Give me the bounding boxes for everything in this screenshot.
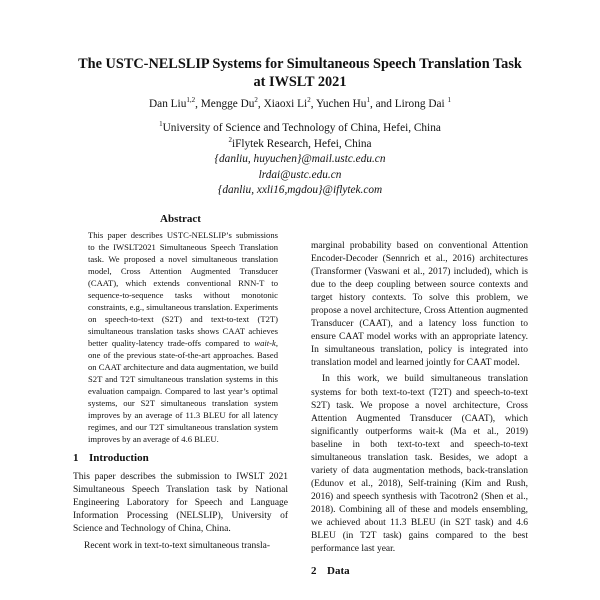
paper-title-line-2: at IWSLT 2021 (253, 74, 347, 90)
author-affil-marker: 1,2 (186, 96, 196, 105)
affiliation-1 (40, 121, 560, 137)
right-column (311, 240, 528, 584)
author-name: Lirong Dai (394, 98, 445, 110)
abstract-text-italic: wait-k (254, 338, 276, 349)
paper-title-line-1: The USTC-NELSLIP Systems for Simultaneous Speech Translation Task (78, 56, 522, 72)
author-affil-marker: 2 (254, 96, 258, 105)
intro-paragraph-continued: marginal probability based on conventional Attention Encoder-Decoder (Sennrich et al., 2016) architectures (Transformer (Vaswani et al., 2017) included), which is due to the deep coupling between source contexts and target history contexts. To solve this problem, we propose a novel architecture, Cross Attention augmented Transducer (CAAT), and a latency loss function to ensure CAAT model works with an appropriate latency. In simultaneous translation, policy is integrated into translation model and learned jointly for CAAT model. (311, 241, 528, 369)
affiliation-text: iFlytek Research, Hefei, China (231, 137, 372, 150)
email-line-1: {danliu, huyuchen}@mail.ustc.edu.cn (214, 153, 386, 166)
abstract-text-part: This paper describes USTC-NELSLIP’s submissions to the IWSLT2021 Simultaneous Speech Translation task. We proposed a novel simultaneous translation model, Cross Attention Augmented Transducer (CAAT), which extends conventional RNN-T to sequence-to-sequence tasks without monotonic constraints, e.g., simultaneous translation. Experiments on speech-to-text (S2T) and text-to-text (T2T) simultaneous translation tasks shows CAAT achieves better quality-latency trade-offs compared to (88, 230, 278, 349)
author-affil-marker: 2 (307, 96, 311, 105)
abstract-text-part: , one of the previous state-of-the-art approaches. Based on CAAT architecture and data augmentation, we build S2T and T2T simultaneous translation systems in this evaluation campaign. Compared to last year’s optimal systems, our S2T simultaneous translation system improves by an average of 11.3 BLEU for all latency regimes, and our T2T simultaneous translation system improves by an average of 4.6 BLEU. (88, 338, 278, 445)
author-separator: , (195, 98, 201, 110)
email-line-2: lrdai@ustc.edu.cn (258, 168, 342, 181)
abstract-text (88, 229, 278, 445)
author-name: Xiaoxi Li (263, 98, 308, 110)
paper-title (40, 55, 560, 91)
author-name: Yuchen Hu (315, 98, 367, 110)
intro-paragraph-1: This paper describes the submission to IWSLT 2021 Simultaneous Speech Translation task by National Engineering Laboratory for Speech and Language Information Processing (NELSLIP), University of Science and Technology of China, China. (73, 472, 288, 535)
author-name: Mengge Du (200, 98, 255, 110)
author-separator: , and (369, 98, 395, 110)
author-affil-marker: 1 (366, 96, 370, 105)
section-number: 1 (73, 452, 79, 465)
affiliations (40, 121, 560, 199)
section-title: Introduction (89, 452, 149, 465)
affiliation-text: University of Science and Technology of China, Hefei, China (162, 122, 441, 134)
author-affil-marker: 1 (447, 96, 451, 105)
abstract-heading: Abstract (160, 213, 201, 225)
affiliation-2 (40, 137, 560, 153)
email-line-3: {danliu, xxli16,mgdou}@iflytek.com (217, 184, 383, 197)
author-list (40, 98, 560, 110)
author-separator: , (310, 98, 316, 110)
section-number: 2 (311, 565, 317, 578)
section-heading-data (311, 565, 528, 577)
intro-paragraph-3: In this work, we build simultaneous translation systems for both text-to-text (T2T) and speech-to-text S2T) task. We propose a novel architecture, Cross Attention Augmented Transducer (CAAT), which significantly outperforms wait-k (Ma et al., 2019) baseline in both text-to-text and speech-to-text simultaneous translation task. Besides, we adopt a variety of data augmentation methods, back-translation (Edunov et al., 2018), Self-training (Kim and Rush, 2016) and speech synthesis with Tacotron2 (Shen et al., 2018). Combining all of these and models ensembling, we achieved about 11.3 BLEU (in S2T task) and 4.6 BLEU (in T2T task) gains compared to the best performance last year. (311, 374, 528, 555)
left-column (73, 213, 288, 553)
intro-paragraph-2: Recent work in text-to-text simultaneous transla- (84, 540, 270, 551)
section-title: Data (327, 565, 350, 578)
author-name: Dan Liu (149, 98, 187, 110)
affiliation-marker: 1 (159, 120, 163, 129)
author-separator: , (257, 98, 264, 110)
section-heading-introduction (73, 452, 288, 464)
affiliation-marker: 2 (228, 135, 232, 144)
